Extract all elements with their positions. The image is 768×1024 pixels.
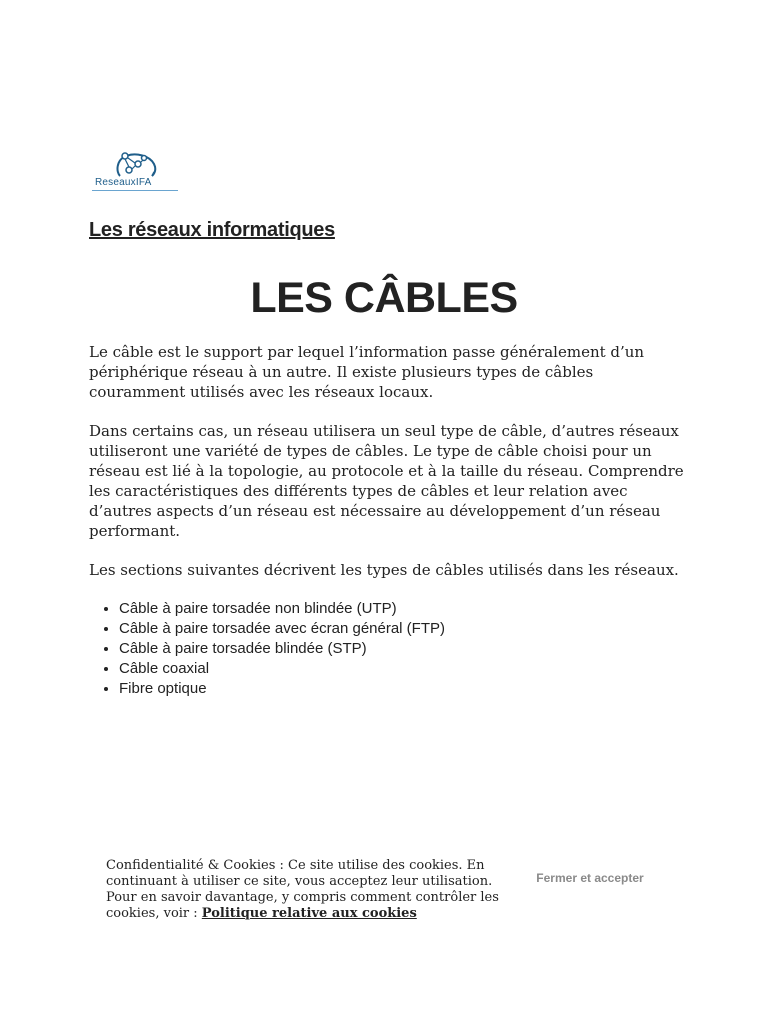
cookie-policy-link[interactable]: Politique relative aux cookies [201, 906, 417, 921]
article-body [89, 342, 689, 699]
cable-type-list [89, 599, 689, 699]
list-item: • Câble coaxial [119, 659, 689, 679]
close-and-accept-button[interactable]: Fermer et accepter [520, 866, 660, 890]
list-item: • Câble à paire torsadée blindée (STP) [119, 639, 689, 659]
network-head-icon [92, 150, 182, 180]
category-link[interactable]: Les réseaux informatiques [89, 219, 335, 241]
logo-text: ReseauxIFA [95, 177, 152, 188]
cable-choice-paragraph: Dans certains cas, un réseau utilisera un seul type de câble, d’autres réseaux utiliseront une variété de types de câbles. Le type de câble choisi pour un réseau est lié à la topologie, au protocole et à la taille du réseau. Comprendre les caractéristiques des différents types de câbles et leur relation avec d’autres aspects d’un réseau est nécessaire au développement d’un réseau performant. [89, 422, 684, 540]
cookie-banner-text [106, 858, 506, 922]
site-logo[interactable] [92, 150, 182, 194]
list-item: • Câble à paire torsadée avec écran général (FTP) [119, 619, 689, 639]
intro-paragraph: Le câble est le support par lequel l’information passe généralement d’un périphérique réseau à un autre. Il existe plusieurs types de câbles couramment utilisés avec les réseaux locaux. [89, 343, 645, 401]
logo-underline [92, 190, 178, 191]
sections-paragraph: Les sections suivantes décrivent les types de câbles utilisés dans les réseaux. [89, 561, 679, 579]
cookie-notice: Confidentialité & Cookies : Ce site utilise des cookies. En continuant à utiliser ce site, vous acceptez leur utilisation. Pour en savoir davantage, y compris comment contrôler les cookies, voir : [106, 858, 499, 921]
list-item: • Câble à paire torsadée non blindée (UTP) [119, 599, 689, 619]
page-title: LES CÂBLES [250, 274, 518, 322]
list-item: • Fibre optique [119, 679, 689, 699]
